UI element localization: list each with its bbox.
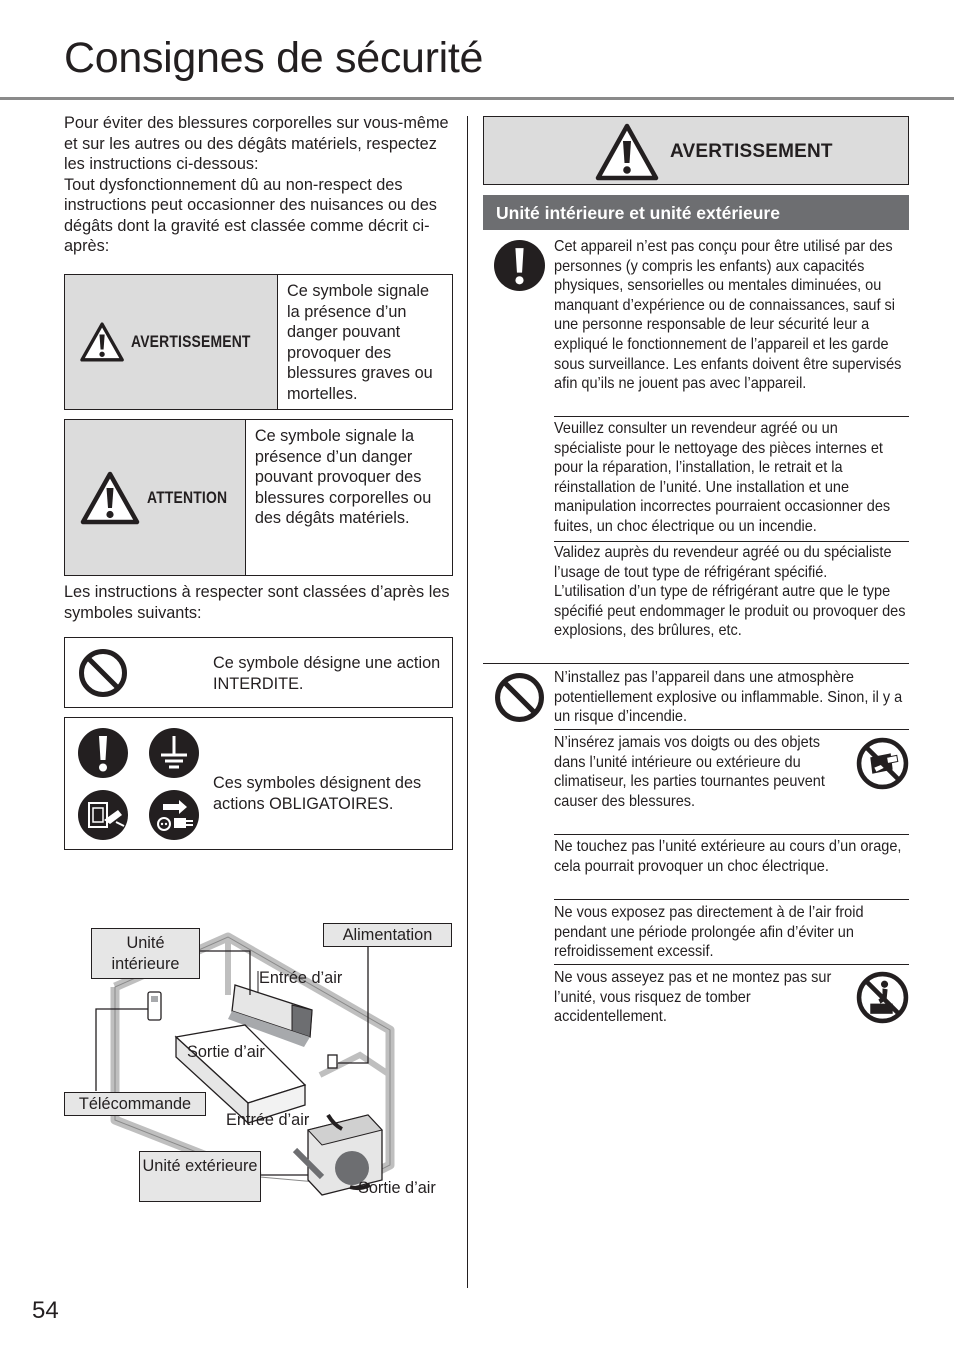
warning-banner	[483, 116, 909, 185]
legend-prohibited-text: Ce symbole désigne une action INTERDITE.	[213, 654, 441, 693]
column-divider	[467, 116, 468, 1288]
item-separator	[554, 834, 909, 835]
legend-caution-label: ATTENTION	[147, 487, 228, 507]
label-air-inlet-outdoor: Entrée d’air	[226, 1111, 310, 1129]
classify-text: Les instructions à respecter sont classées d’après les symboles suivants:	[64, 583, 450, 622]
page-number: 54	[32, 1297, 59, 1324]
warning-item-2	[554, 419, 909, 537]
warning-item-3-text: Validez auprès du revendeur agréé ou du spécialiste l’usage de tout type de réfrigérant spécifié.	[554, 544, 892, 581]
warning-item-7	[554, 903, 909, 962]
intro-text	[64, 113, 456, 257]
legend-mandatory-box	[64, 717, 453, 850]
label-indoor-unit: Unité intérieure	[91, 928, 200, 979]
warning-triangle-icon	[79, 470, 141, 526]
no-climbing-icon	[856, 971, 909, 1024]
legend-warning-label: AVERTISSEMENT	[131, 332, 251, 351]
section-title: Unité intérieure et unité extérieure	[483, 195, 909, 230]
legend-warning-label-cell	[65, 275, 278, 409]
item-separator	[554, 964, 909, 965]
warning-item-1-text: Cet appareil n’est pas conçu pour être utilisé par des personnes (y compris les enfants) aux capacités physiques, sensorielles ou mentales diminuées, ou manquant d’expérience ou de connaissances, sauf si une personne responsable de leur sécurité leur a expliqué le fonctionnement de l’appareil et les garde sous surveillance. Les enfants doivent être supervisés afin qu’ils ne jouent pas avec l’appareil.	[554, 238, 902, 393]
label-air-outlet-indoor: Sortie d’air	[187, 1043, 265, 1061]
label-air-outlet-outdoor: Sortie d’air	[358, 1179, 436, 1197]
disconnect-power-icon	[149, 790, 199, 840]
legend-prohibited-box	[64, 637, 453, 708]
prohibited-icon	[78, 648, 128, 698]
exclamation-icon	[494, 240, 545, 291]
item-separator	[554, 899, 909, 900]
label-air-inlet-indoor: Entrée d’air	[259, 969, 343, 987]
intro-paragraph-1: Pour éviter des blessures corporelles sur vous-même et sur les autres ou des dégâts matériels, respectez les instructions ci-dessous:	[64, 114, 449, 173]
warning-item-4-text: N’installez pas l’appareil dans une atmosphère potentiellement explosive ou inflammable. Sinon, il y a un risque d’incendie.	[554, 669, 903, 726]
warning-item-5-text: N’insérez jamais vos doigts ou des objets dans l’unité intérieure ou extérieure du climatiseur, les parties tournantes peuvent causer des blessures.	[554, 734, 825, 810]
legend-warning-box	[64, 274, 453, 410]
warning-item-6-text: Ne touchez pas l’unité extérieure au cours d’un orage, cela pourrait provoquer un choc électrique.	[554, 838, 902, 875]
legend-caution-box	[64, 419, 453, 576]
item-separator	[554, 541, 909, 542]
page-title: Consignes de sécurité	[64, 34, 484, 82]
installation-diagram	[60, 915, 460, 1215]
warning-item-4	[554, 668, 909, 727]
no-fingers-icon	[856, 737, 909, 790]
legend-mandatory-text: Ces symboles désignent des actions OBLIGATOIRES.	[213, 774, 422, 813]
warning-item-6	[554, 837, 909, 876]
legend-warning-text: Ce symbole signale la présence d’un danger pouvant provoquer des blessures graves ou mortelles.	[287, 282, 433, 403]
item-separator	[554, 729, 909, 730]
item-separator	[554, 416, 909, 417]
warning-item-5	[554, 733, 833, 811]
prohibited-icon	[494, 672, 545, 723]
warning-banner-label: AVERTISSEMENT	[670, 141, 833, 162]
warning-item-2-text: Veuillez consulter un revendeur agréé ou un spécialiste pour le nettoyage des pièces internes et pour la réparation, l’installation, le retrait et la réinstallation de l’unité. Une installation et une manipulation incorrectes pourraient occasionner des fuites, un choc électrique ou un incendie.	[554, 420, 891, 535]
warning-item-1	[554, 237, 909, 394]
unplug-icon	[78, 790, 128, 840]
legend-caution-text: Ce symbole signale la présence d’un danger pouvant provoquer des blessures corporelles ou des dégâts matériels.	[254, 427, 432, 527]
group-separator	[483, 663, 909, 664]
ground-icon	[149, 728, 199, 778]
exclamation-icon	[78, 728, 128, 778]
label-outdoor-unit: Unité extérieure	[139, 1151, 261, 1202]
warning-item-7-text: Ne vous exposez pas directement à de l’air froid pendant une période prolongée afin d’éviter un refroidissement excessif.	[554, 904, 864, 961]
title-rule	[0, 97, 954, 100]
intro-paragraph-2: Tout dysfonctionnement dû au non-respect des instructions peut occasionner des nuisances ou des dégâts dont la gravité est classée comme décrit ci-après:	[64, 175, 437, 255]
warning-item-3-text-2: L’utilisation d’un type de réfrigérant autre que le type spécifié peut endommager le produit ou provoquer des explosions, des brûlures, etc.	[554, 583, 906, 640]
warning-triangle-icon	[594, 122, 660, 182]
label-power-supply: Alimentation	[323, 923, 452, 947]
warning-item-3	[554, 543, 909, 641]
warning-triangle-icon	[79, 314, 125, 370]
label-remote-control: Télécommande	[64, 1092, 206, 1116]
warning-item-8-text: Ne vous asseyez pas et ne montez pas sur l’unité, vous risquez de tomber accidentellement.	[554, 969, 832, 1026]
warning-item-8	[554, 968, 847, 1027]
legend-caution-label-cell	[65, 420, 246, 575]
